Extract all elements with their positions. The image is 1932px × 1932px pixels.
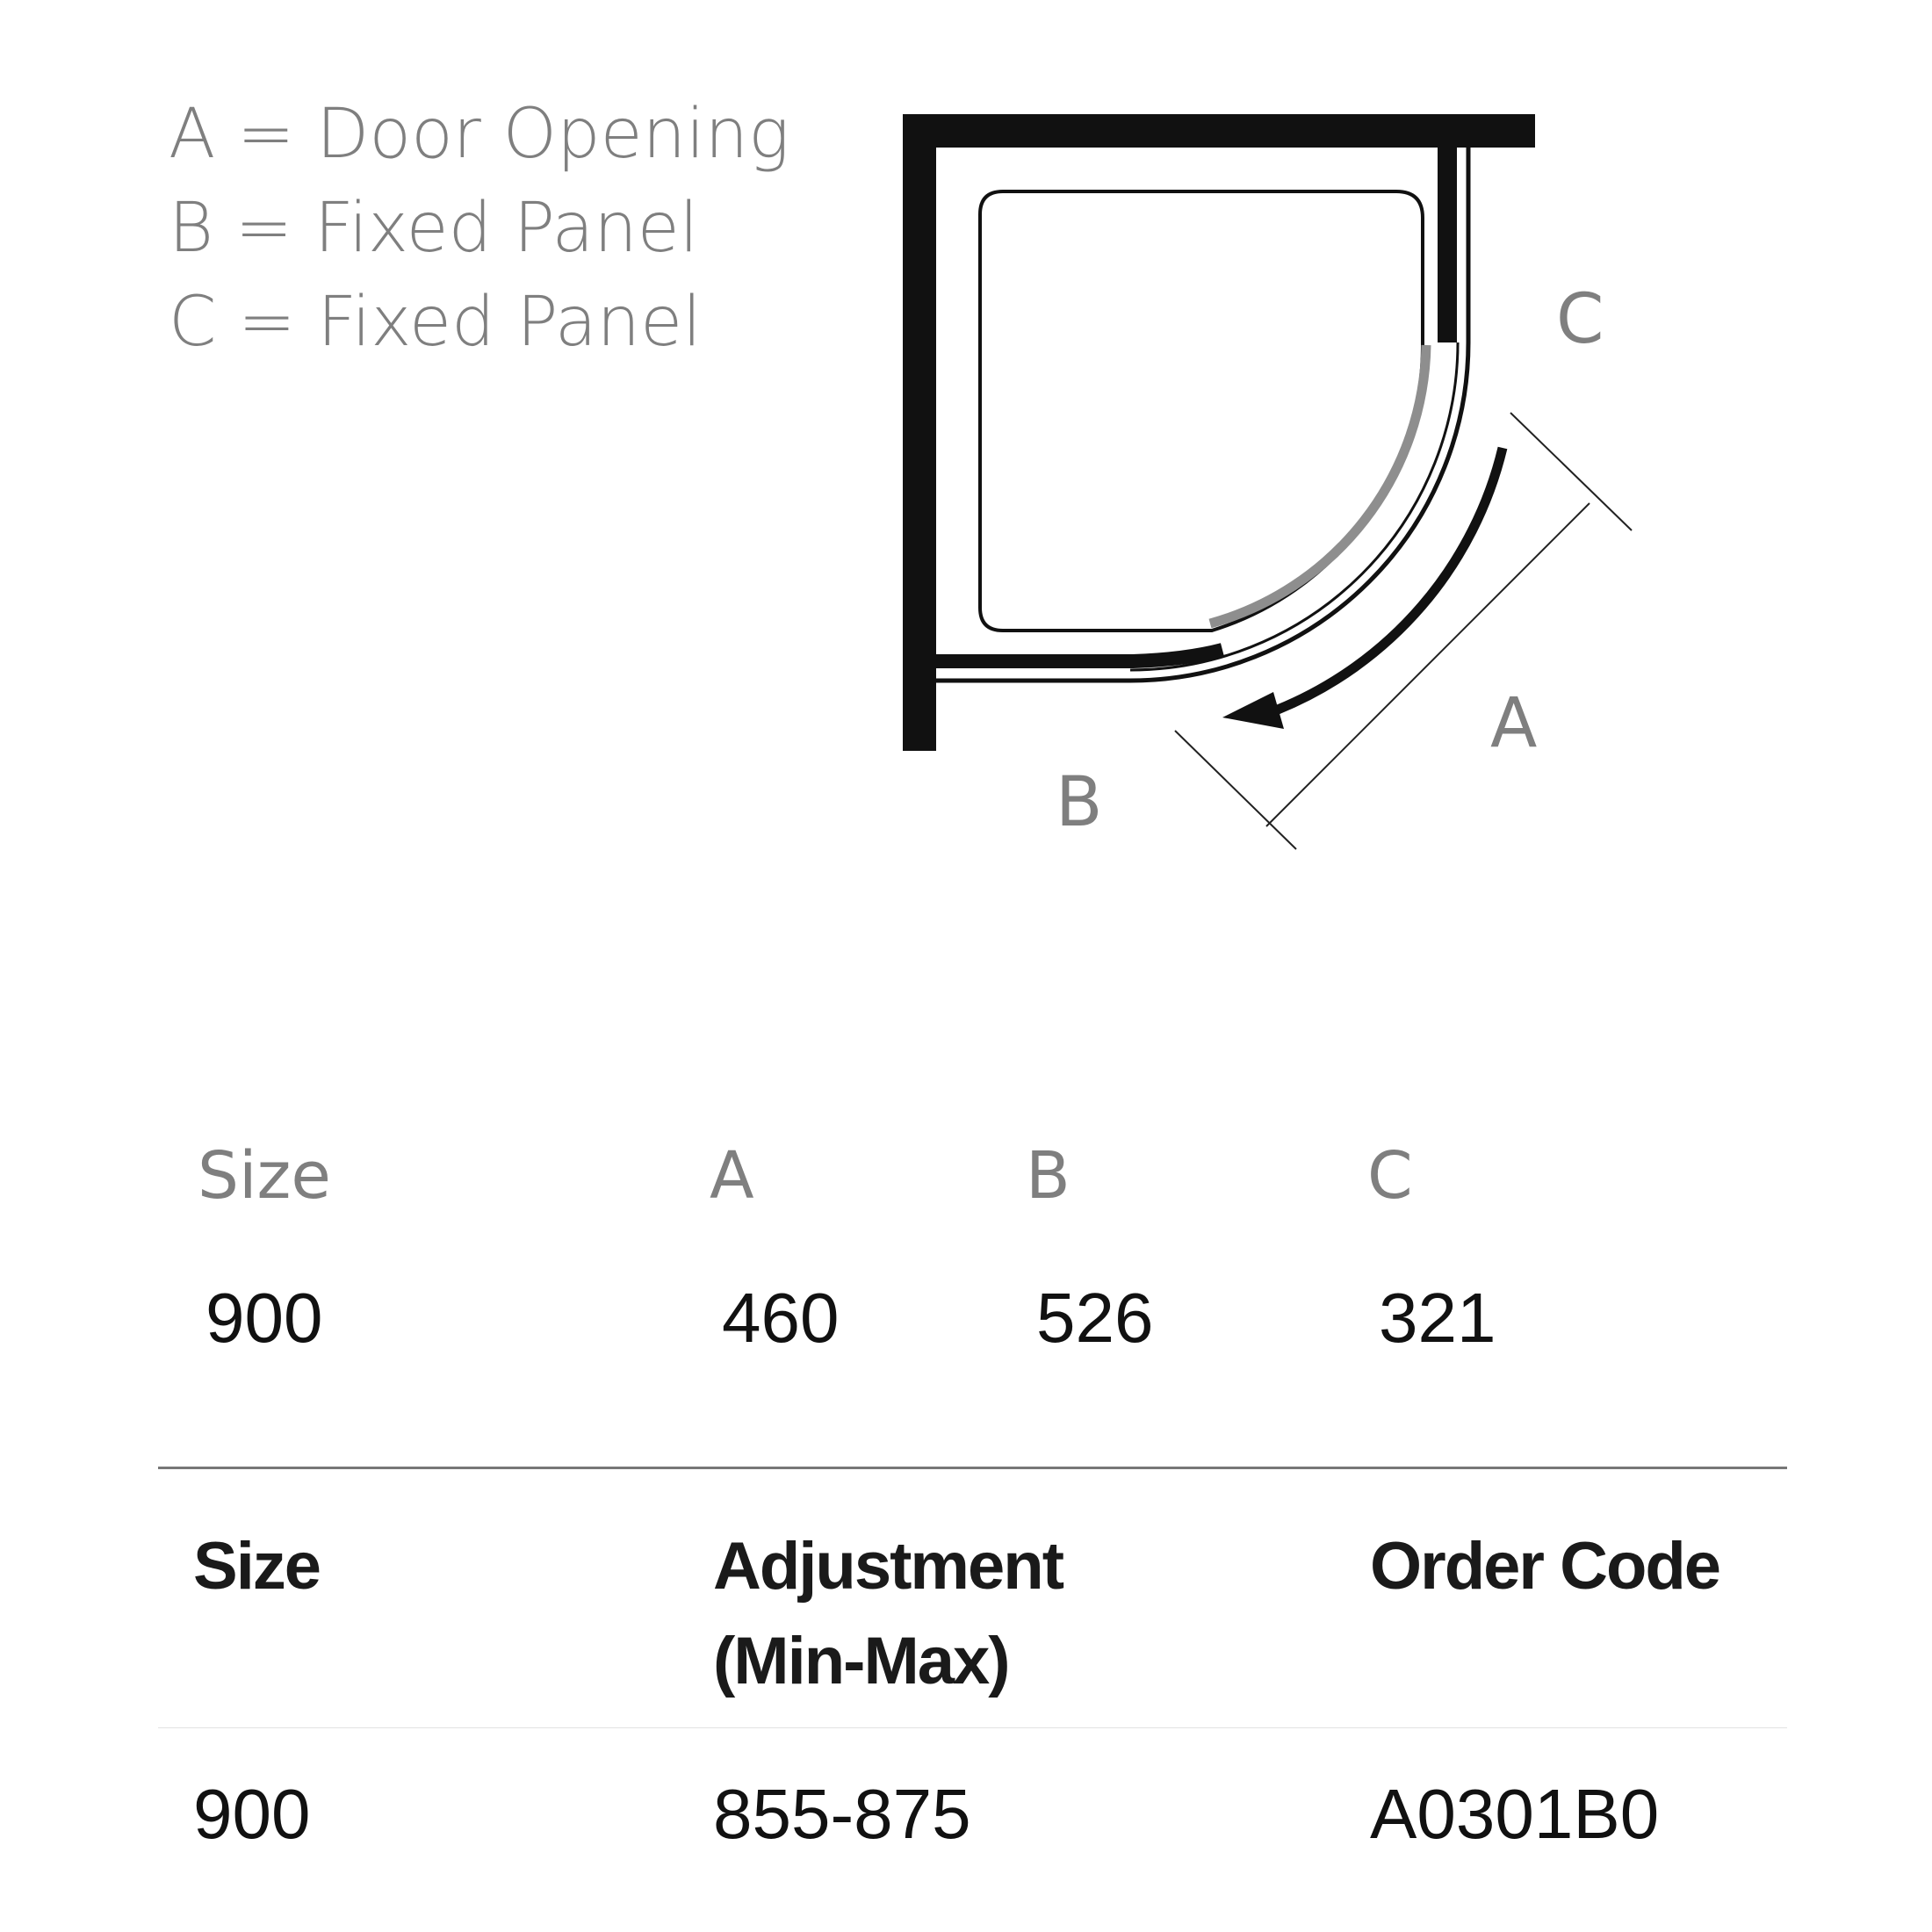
shower-tray bbox=[980, 191, 1423, 631]
dimension-tick-bottom bbox=[1175, 731, 1296, 849]
order-value-size: 900 bbox=[193, 1775, 311, 1853]
order-table-row-divider bbox=[158, 1727, 1787, 1728]
door-arrow-head bbox=[1222, 692, 1284, 729]
order-header-size: Size bbox=[193, 1529, 321, 1604]
dimensions-header-a: A bbox=[710, 1138, 754, 1214]
order-header-order-code: Order Code bbox=[1370, 1529, 1720, 1604]
track-outer bbox=[936, 148, 1468, 681]
legend-item-c: C = Fixed Panel bbox=[169, 283, 702, 362]
fixed-panel-b bbox=[936, 650, 1222, 661]
diagram-label-b: B bbox=[1056, 763, 1103, 842]
order-value-adjustment: 855-875 bbox=[713, 1775, 971, 1853]
dimensions-value-a: 460 bbox=[722, 1279, 840, 1357]
legend-item-b: B = Fixed Panel bbox=[169, 189, 699, 268]
dimensions-header-size: Size bbox=[198, 1138, 331, 1214]
order-header-adjustment bbox=[713, 1519, 1063, 1709]
table-divider bbox=[158, 1467, 1787, 1469]
legend-item-a: A = Door Opening bbox=[169, 95, 789, 174]
wall-left bbox=[903, 114, 936, 751]
order-header-adjustment-line2: (Min-Max) bbox=[713, 1624, 1009, 1698]
order-header-adjustment-line1: Adjustment bbox=[713, 1529, 1063, 1604]
dimensions-value-c: 321 bbox=[1379, 1279, 1496, 1357]
diagram-label-c: C bbox=[1556, 280, 1604, 359]
diagram-label-a: A bbox=[1490, 684, 1538, 763]
dimensions-value-b: 526 bbox=[1036, 1279, 1154, 1357]
sliding-door-a bbox=[1210, 345, 1426, 624]
dimensions-value-size: 900 bbox=[205, 1279, 323, 1357]
wall-top bbox=[903, 114, 1535, 148]
dimensions-header-b: B bbox=[1026, 1138, 1071, 1214]
dimension-line-a bbox=[1266, 503, 1590, 826]
fixed-panel-c bbox=[1438, 148, 1457, 342]
order-value-order-code: A0301B0 bbox=[1370, 1775, 1660, 1853]
dimensions-header-c: C bbox=[1367, 1138, 1413, 1214]
dimension-tick-top bbox=[1510, 413, 1632, 530]
